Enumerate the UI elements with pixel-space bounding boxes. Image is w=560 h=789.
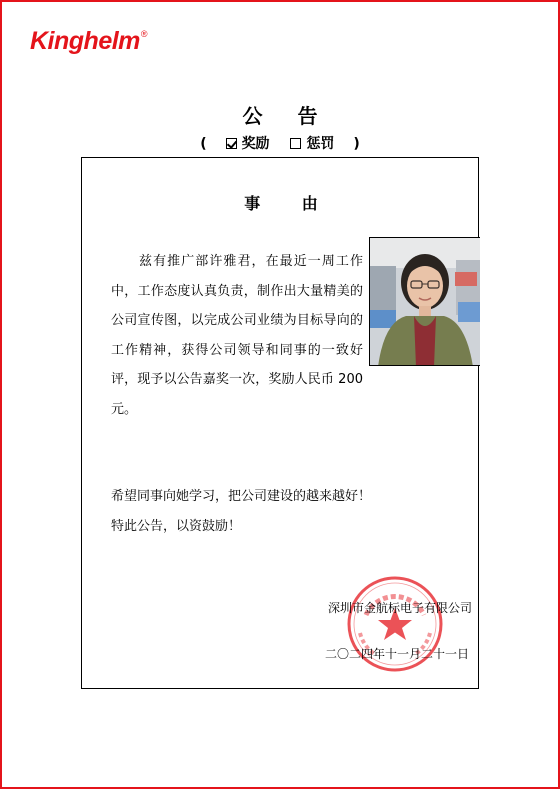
notice-date: 二〇二四年十一月二十一日 [325, 647, 470, 661]
employee-photo [369, 237, 480, 366]
notice-content-box [81, 157, 479, 689]
logo-text: Kinghelm [30, 27, 140, 55]
section-title: 事 由 [244, 194, 336, 213]
paragraph-encouragement: 希望同事向她学习，把公司建设的越来越好！ [111, 489, 372, 504]
penalty-option[interactable] [290, 136, 334, 152]
kinghelm-logo [30, 27, 147, 56]
paragraph-reason [111, 247, 363, 425]
paragraph-reason-text: 兹有推广部许雅君，在最近一周工作中，工作态度认真负责，制作出大量精美的公司宣传图，以完成公司业绩为目标导向的工作精神，获得公司领导和同事的一致好评，现予以公告嘉奖一次，奖励人民币 200元。 [111, 254, 363, 417]
notice-type-selector [0, 133, 560, 153]
notice-title: 公 告 [242, 104, 332, 128]
reward-label: 奖励 [241, 136, 270, 152]
reward-option[interactable] [226, 136, 270, 152]
penalty-checkbox-unchecked-icon[interactable] [290, 138, 301, 149]
registered-mark: ® [140, 29, 148, 39]
portrait-image [370, 238, 480, 366]
reward-checkbox-checked-icon[interactable] [226, 138, 237, 149]
open-paren: ( [200, 136, 207, 152]
penalty-label: 惩罚 [306, 136, 335, 152]
paragraph-closing: 特此公告，以资鼓励！ [111, 519, 242, 534]
company-name: 深圳市金航标电子有限公司 [328, 601, 473, 615]
close-paren: ) [353, 136, 360, 152]
